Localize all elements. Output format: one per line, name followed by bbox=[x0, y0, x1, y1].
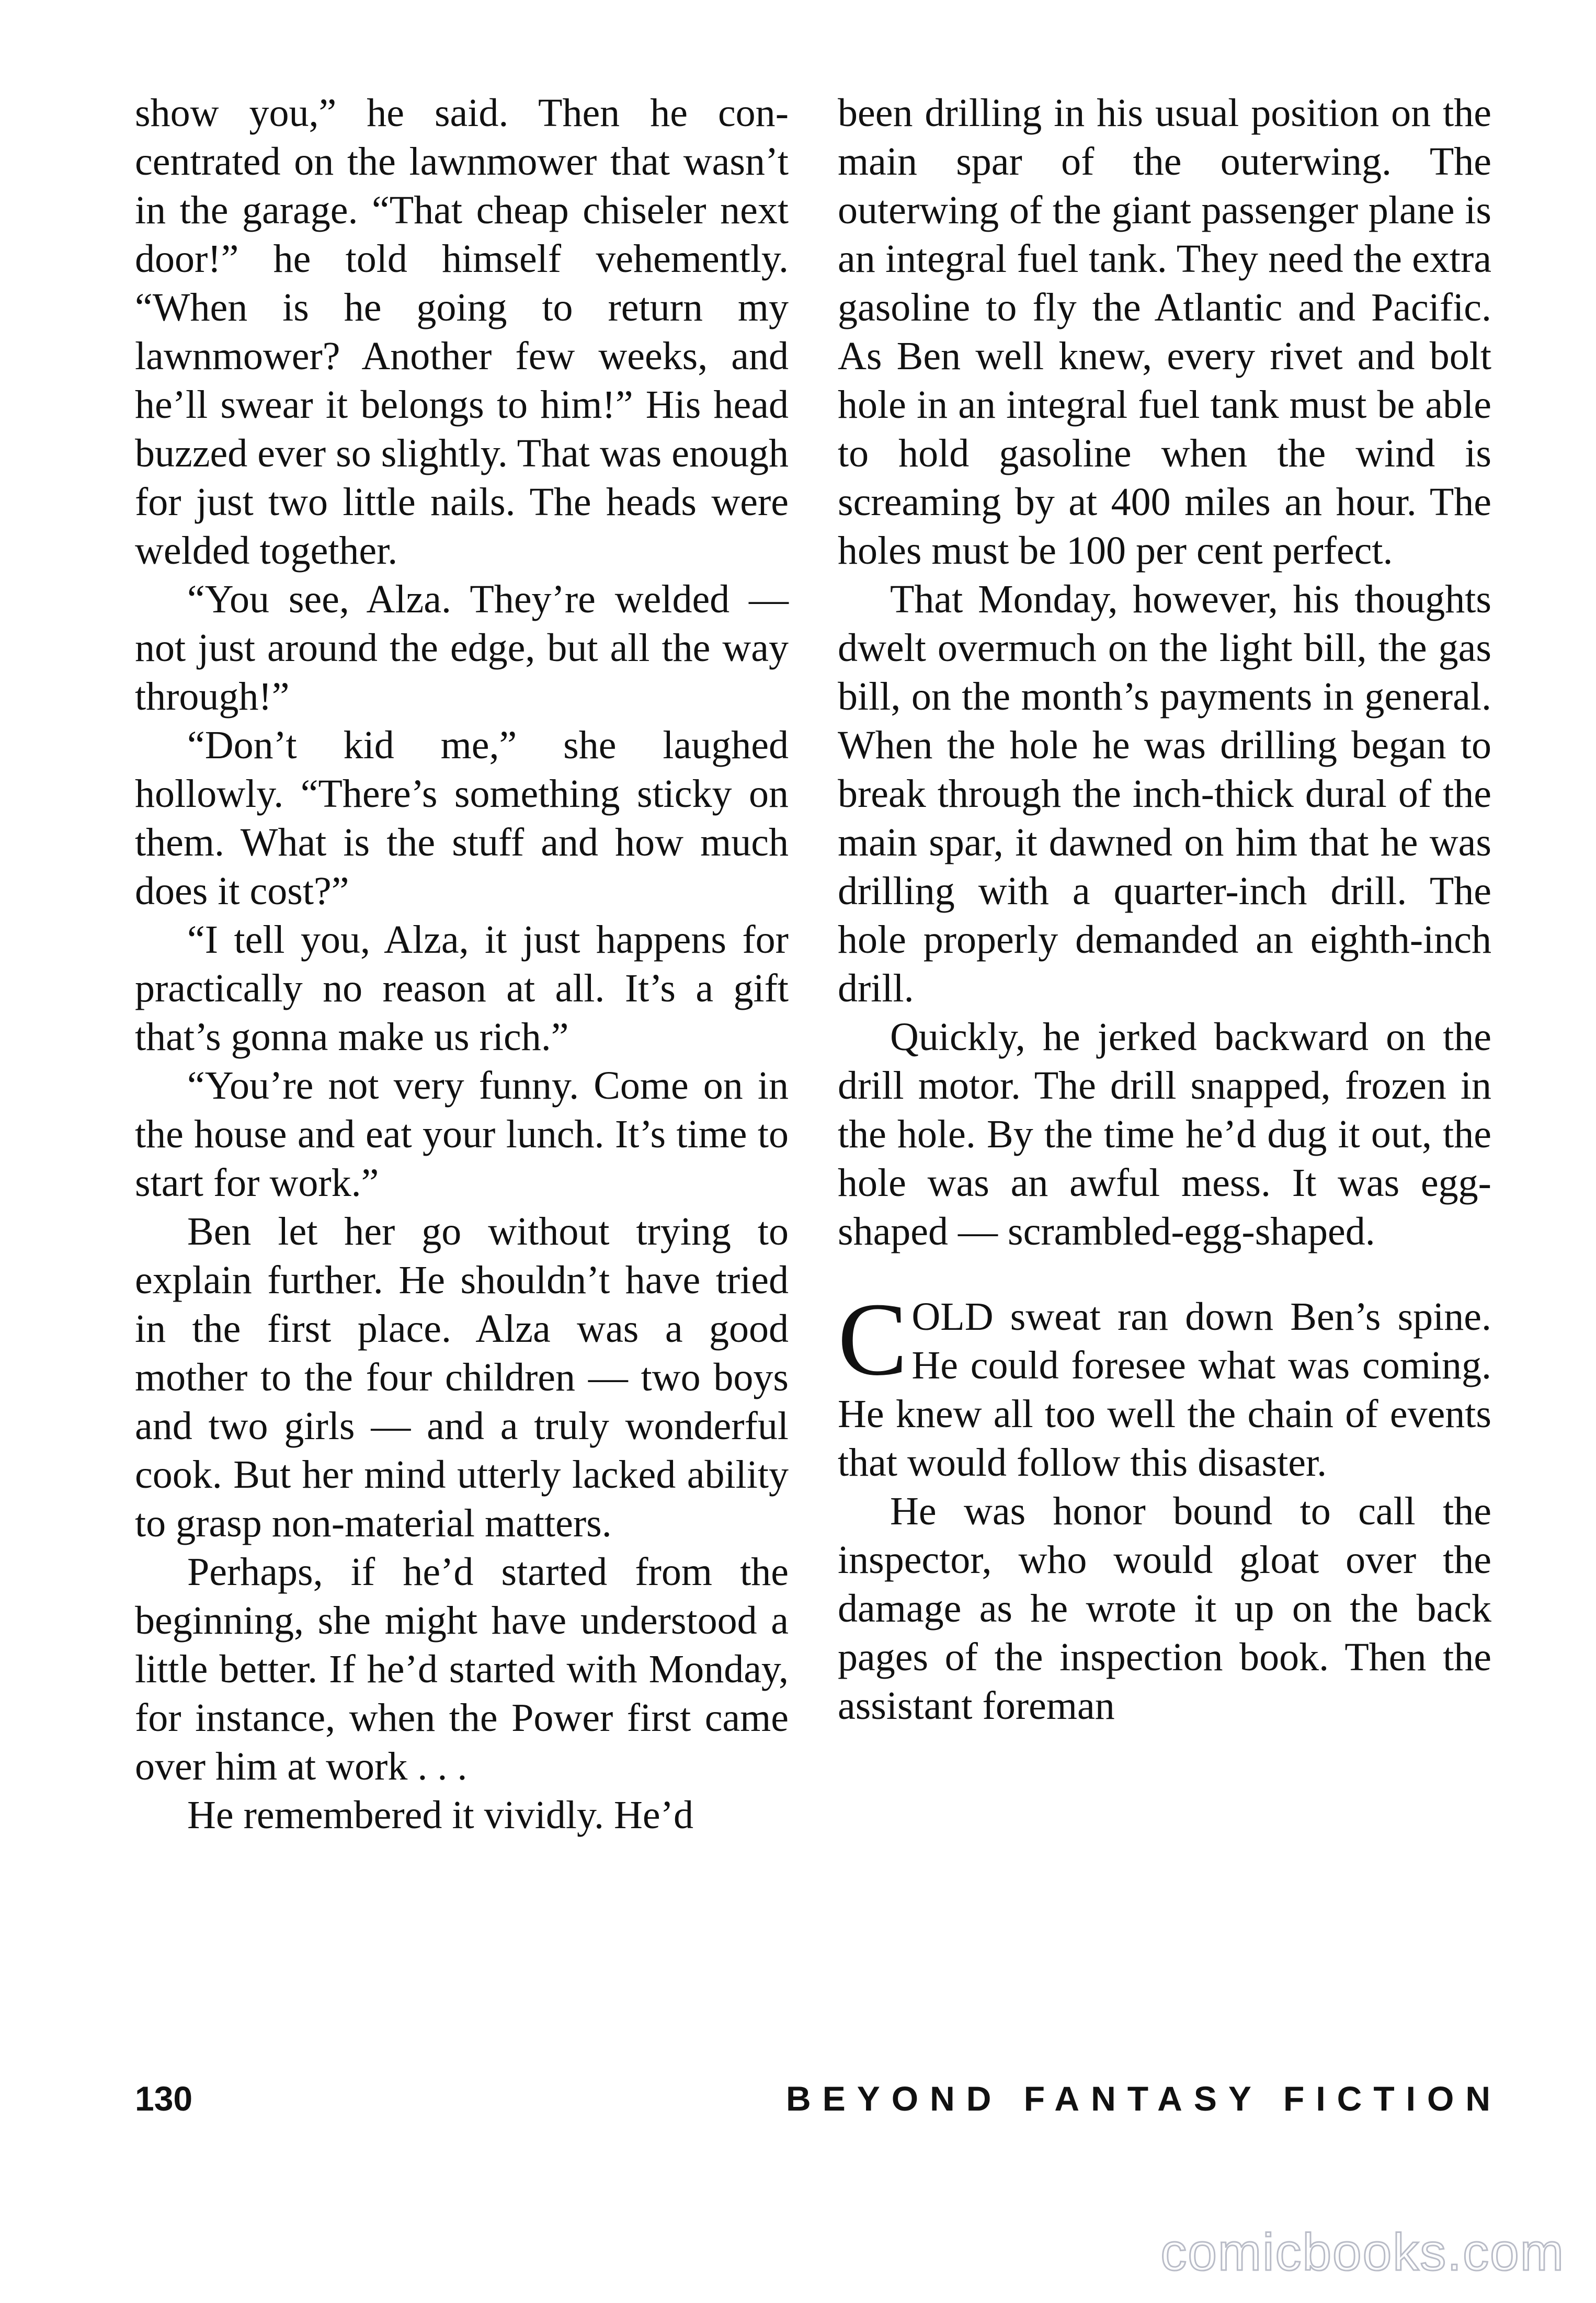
paragraph: “You see, Alza. They’re welded — not just around the edge, but all the way through!” bbox=[135, 577, 789, 719]
drop-cap-text: OLD sweat ran down Ben’s spine. He could foresee what was coming. He knew all too well the chain of events that would follow this disaster. bbox=[838, 1295, 1491, 1485]
paragraph: show you,” he said. Then he concentrated on the lawnmower that wasn’t in the garage. “That cheap chiseler next door!” he told himself vehemently. “When is he going to return my lawnmower? Another few weeks, and he’ll swear it belongs to him!” His head buzzed ever so slightly. That was enough for just two little nails. The heads were welded together. bbox=[135, 91, 789, 573]
page-number: 130 bbox=[135, 2079, 193, 2118]
drop-cap-letter: C bbox=[838, 1282, 908, 1397]
paragraph: He was honor bound to call the inspector, who would gloat over the damage as he wrote it up on the back pages of the inspection book. Then the assistant foreman bbox=[838, 1489, 1491, 1728]
paragraph: He remembered it vividly. He’d bbox=[187, 1793, 693, 1837]
paragraph: Ben let her go without trying to explain further. He shouldn’t have tried in the first place. Alza was a good mother to the four children — two boys and two girls — and a truly wonderful cook. But her mind utterly lacked ability to grasp non-material matters. bbox=[135, 1210, 789, 1545]
paragraph: “I tell you, Alza, it just happens for practically no reason at all. It’s a gift that’s gonna make us rich.” bbox=[135, 918, 789, 1059]
paragraph: been drilling in his usual position on the main spar of the outerwing. The outerwing of the giant passenger plane is an integral fuel tank. They need the extra gasoline to fly the Atlantic and Pacific. As Ben well knew, every rivet and bolt hole in an integral fuel tank must be able to hold gasoline when the wind is screaming by at 400 miles an hour. The holes must be 100 per cent perfect. bbox=[838, 91, 1491, 573]
paragraph: Perhaps, if he’d started from the beginning, she might have understood a little better. If he’d started with Monday, for instance, when the Power first came over him at work . . . bbox=[135, 1550, 789, 1788]
right-column bbox=[838, 89, 1491, 1730]
watermark-logo: comicbooks.com bbox=[1160, 2223, 1565, 2282]
paragraph: Quickly, he jerked backward on the drill motor. The drill snapped, frozen in the hole. By the time he’d dug it out, the hole was an awful mess. It was egg-shaped — scrambled-egg-shaped. bbox=[838, 1015, 1491, 1253]
left-column bbox=[135, 89, 789, 1840]
drop-cap-paragraph bbox=[838, 1282, 1491, 1487]
magazine-title: BEYOND FANTASY FICTION bbox=[786, 2079, 1502, 2118]
page-footer bbox=[135, 2079, 1502, 2126]
paragraph: “Don’t kid me,” she laughed hollowly. “There’s something sticky on them. What is the stuff and how much does it cost?” bbox=[135, 723, 789, 913]
paragraph: “You’re not very funny. Come on in the house and eat your lunch. It’s time to start for work.” bbox=[135, 1064, 789, 1205]
paragraph: That Monday, however, his thoughts dwelt overmuch on the light bill, the gas bill, on the month’s payments in general. When the hole he was drilling began to break through the inch-thick dural of the main spar, it dawned on him that he was drilling with a quarter-inch drill. The hole properly demanded an eighth-inch drill. bbox=[838, 577, 1491, 1010]
